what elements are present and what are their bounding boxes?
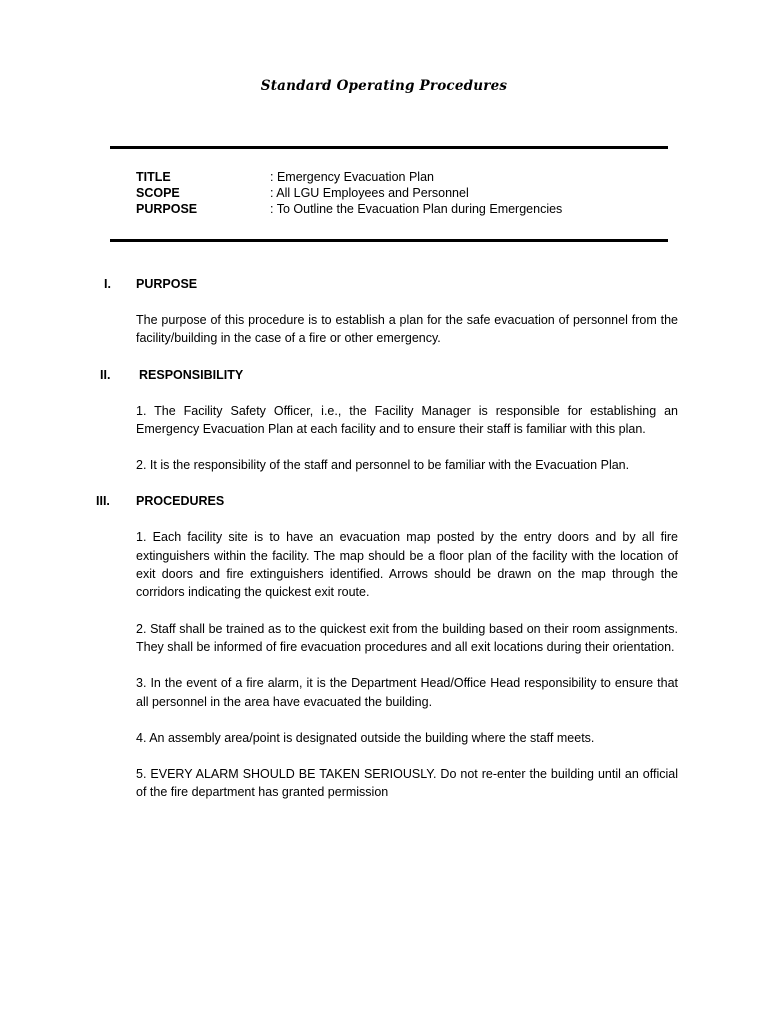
meta-key: SCOPE (136, 186, 180, 200)
paragraph: 3. In the event of a fire alarm, it is the Department Head/Office Head responsibility to ensure that all personnel in the area have evacuated the building. (136, 676, 678, 709)
meta-row-purpose (136, 201, 562, 217)
meta-row-title (136, 169, 562, 185)
paragraph: 2. It is the responsibility of the staff and personnel to be familiar with the Evacuation Plan. (136, 458, 630, 473)
meta-key: PURPOSE (136, 202, 198, 216)
section-label: PROCEDURES (136, 494, 225, 509)
section-number: II. (100, 367, 111, 382)
document-body (96, 275, 678, 820)
paragraph: 1. The Facility Safety Officer, i.e., the Facility Manager is responsible for establishing an Emergency Evacuation Plan at each facility and to ensure their staff is familiar with this plan. (136, 403, 678, 436)
meta-row-scope (136, 185, 562, 201)
paragraph: 2. Staff shall be trained as to the quickest exit from the building based on their room assignments. They shall be informed of fire evacuation procedures and all exit locations during their orientation. (136, 621, 678, 654)
section-label: PURPOSE (136, 277, 198, 291)
section-number: I. (104, 277, 111, 291)
section-heading-responsibility (100, 366, 678, 384)
top-divider (110, 146, 668, 149)
meta-value: : To Outline the Evacuation Plan during Emergencies (270, 202, 563, 216)
bottom-divider (110, 239, 668, 242)
section-label: RESPONSIBILITY (139, 367, 244, 382)
paragraph: 1. Each facility site is to have an evacuation map posted by the entry doors and by all fire extinguishers within the facility. The map should be a floor plan of the facility with the location of exit doors and fire extinguishers identified. Arrows should be drawn on the map through the corridors indicating the quickest exit route. (136, 530, 678, 600)
section-heading-purpose (104, 275, 678, 293)
meta-value: : All LGU Employees and Personnel (270, 186, 469, 200)
document-meta (136, 169, 562, 217)
section-number: III. (96, 494, 110, 509)
paragraph: 5. EVERY ALARM SHOULD BE TAKEN SERIOUSLY. Do not re-enter the building until an official of the fire department has granted permission (136, 767, 678, 800)
paragraph: The purpose of this procedure is to establish a plan for the safe evacuation of personnel from the facility/building in the case of a fire or other emergency. (136, 313, 678, 346)
section-heading-procedures (96, 492, 678, 510)
meta-key: TITLE (136, 170, 171, 184)
document-title: Standard Operating Procedures (260, 78, 508, 94)
meta-value: : Emergency Evacuation Plan (270, 170, 434, 184)
paragraph: 4. An assembly area/point is designated outside the building where the staff meets. (136, 730, 595, 745)
